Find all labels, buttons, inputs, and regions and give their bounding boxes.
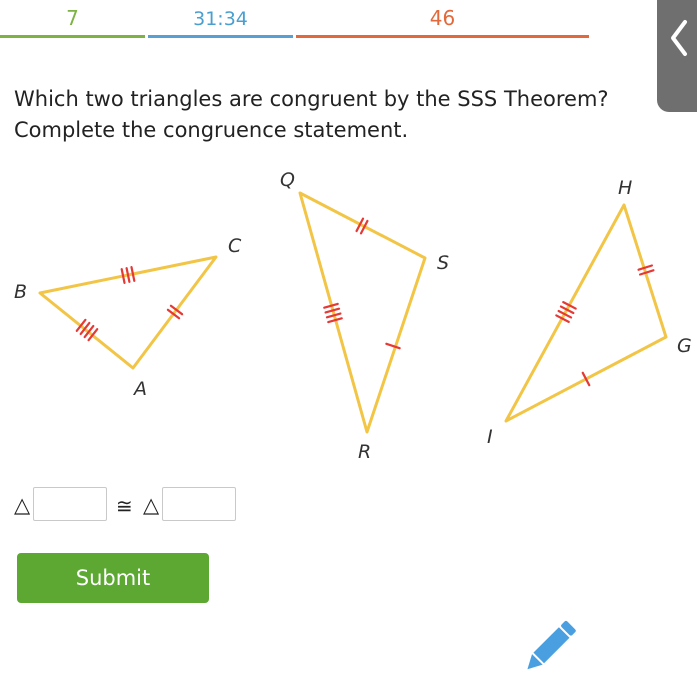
- stat-underline: [148, 35, 293, 38]
- stat-value: 46: [429, 6, 456, 30]
- triangle-ghi: [506, 205, 666, 421]
- vertex-label-s: S: [437, 252, 450, 274]
- first-triangle-input[interactable]: [33, 487, 107, 521]
- stat-questions-answered: [0, 0, 145, 40]
- tick-mark-bc: [122, 267, 135, 283]
- vertex-label-c: C: [228, 235, 242, 257]
- stat-value: 31:34: [193, 8, 248, 30]
- triangle-symbol: △: [143, 493, 160, 517]
- stat-underline: [296, 35, 589, 38]
- triangles-figure: [0, 160, 697, 470]
- vertex-label-g: G: [677, 335, 692, 357]
- stat-smartscore: [296, 0, 589, 40]
- chevron-left-icon: [667, 18, 691, 58]
- pencil-icon[interactable]: [520, 618, 578, 676]
- stat-underline: [0, 35, 145, 38]
- stat-time-elapsed: [148, 0, 293, 40]
- vertex-label-h: H: [618, 177, 633, 199]
- stat-value: 7: [66, 6, 79, 30]
- stats-bar: [0, 0, 590, 40]
- question-text: Which two triangles are congruent by the SSS Theorem? Complete the congruence statement.: [14, 87, 609, 142]
- vertex-label-q: Q: [280, 169, 295, 191]
- vertex-label-a: A: [134, 378, 147, 400]
- congruent-symbol: ≅: [116, 494, 133, 518]
- second-triangle-input[interactable]: [162, 487, 236, 521]
- vertex-label-b: B: [14, 281, 28, 303]
- vertex-label-i: I: [487, 426, 493, 448]
- triangle-symbol: △: [14, 493, 31, 517]
- vertex-label-r: R: [358, 441, 372, 463]
- side-panel-toggle[interactable]: [657, 0, 697, 112]
- submit-button[interactable]: Submit: [17, 553, 209, 603]
